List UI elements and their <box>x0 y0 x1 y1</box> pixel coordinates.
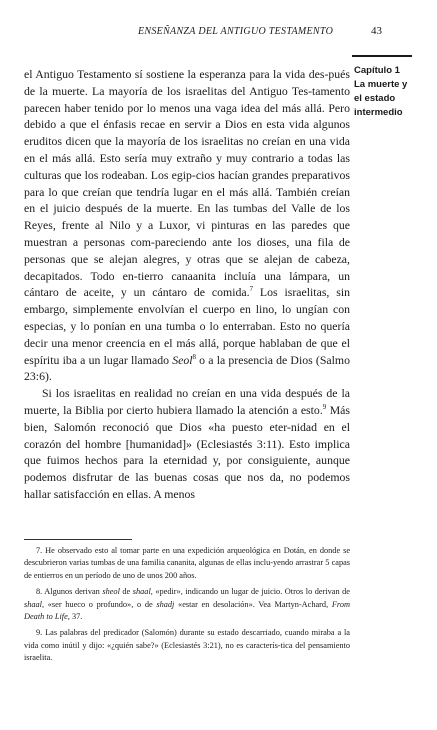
sidebar-rule <box>352 55 412 57</box>
text-run: el Antiguo Testamento sí sostiene la esperanza para la vida des-pués de la muerte. La mayoría de los israelitas del Antiguo Tes-tamento parecen haber tenido por lo menos una vaga idea del más allá. Pero debido a que el énfasis recae en servir a Dios en esta vida algunos eruditos dicen que la mayoría de los israelitas no creían en una vida en el más allá. Esto sería muy extraño y muy contrario a todas las culturas que los rodeaban. Los egip-cios hacían grandes preparativos para lo que creían que tendría lugar en el más allá. También creían en el juicio después de la muerte. En las tumbas del Valle de los Reyes, frente al Nilo y a Luxor, vi pinturas en las paredes que muestran a personas com-pareciendo ante los dioses, una fila de personas que se alejan alegres, y otras que se alejan de cabeza, decapitados. Todo en-tierro canaanita incluía una lámpara, un cántaro de aceite, y un cántaro de comida. <box>24 67 350 300</box>
body-text <box>24 66 350 503</box>
sidebar-line: intermedio <box>354 107 403 118</box>
text-run: Más bien, Salomón reconoció que Dios «ha puesto eter-nidad en el corazón del hombre [humanidad]» (Eclesiastés 3:11). Esto implica que fuimos hechos para la eternidad y, por consiguiente, aunque podemos disfrutar de las buenas cosas que nos da, no podemos hallar satisfacción en ellas. A menos <box>24 402 351 501</box>
sidebar-line: Capítulo 1 <box>354 65 400 76</box>
sidebar-line: La muerte y <box>354 79 408 90</box>
running-head-title: ENSEÑANZA DEL ANTIGUO TESTAMENTO <box>138 26 334 37</box>
sidebar-line: el estado <box>354 93 396 104</box>
italic-term: shadj <box>156 599 175 609</box>
text-run: Si los israelitas en realidad no creían en una vida después de la muerte, la Biblia por cierto hubiera llamado la atención a esto. <box>24 386 350 417</box>
running-header <box>0 26 437 40</box>
text-run: Los israelitas, sin embargo, simplemente envolvían el cuerpo en lino, lo ungían con especias, y lo ponían en una tumba o lo enterraban. Esto no quería decir una menor creencia en el más allá, porque hablaban de que el espíritu iba a un lugar llamado <box>24 285 350 367</box>
text-run: , 37. <box>67 612 83 622</box>
text-run: «estar en desolación». Vea Martyn-Achard, <box>174 599 332 609</box>
page-number: 43 <box>371 25 382 37</box>
footnotes <box>24 545 350 669</box>
book-title: From Death to Life <box>24 599 350 622</box>
paragraph-1 <box>24 66 350 385</box>
italic-term: shaal <box>132 587 151 597</box>
chapter-sidebar <box>354 64 434 120</box>
text-run: , «ser hueco o profundo», o de <box>41 599 157 609</box>
footnote-ref-8: 8 <box>192 352 196 361</box>
footnote-ref-7: 7 <box>249 285 254 294</box>
footnote-8 <box>24 586 350 623</box>
paragraph-2 <box>24 385 350 503</box>
italic-term: Seol <box>172 352 193 367</box>
footnote-ref-9: 9 <box>322 403 327 412</box>
text-run: o a la presencia de Dios (Salmo 23:6). <box>24 352 350 384</box>
footnote-9: 9. Las palabras del predicador (Salomón) durante su estado descarriado, cuando miraba a la vida como inútil y dijo: «¿quién sabe?» (Eclesiastés 3:21), no es caracterís-tica del pensamiento israelita. <box>24 628 350 663</box>
footnote-divider <box>24 539 132 540</box>
text-run: de <box>119 587 133 597</box>
text-run: 8. Algunos derivan <box>36 587 103 597</box>
footnote-7: 7. He observado esto al tomar parte en una expedición arqueológica en Dotán, en donde se descubrieron varias tumbas de una familia cananita, algunas de ellas inclu-yendo arrastrar 5 capas de entierros en un período de uno de unos 200 años. <box>24 546 350 580</box>
text-run: , «pedir», indicando un lugar de juicio. Otros lo derivan de <box>150 587 350 597</box>
italic-term: sheol <box>102 587 120 597</box>
italic-term: shaal <box>24 599 42 609</box>
